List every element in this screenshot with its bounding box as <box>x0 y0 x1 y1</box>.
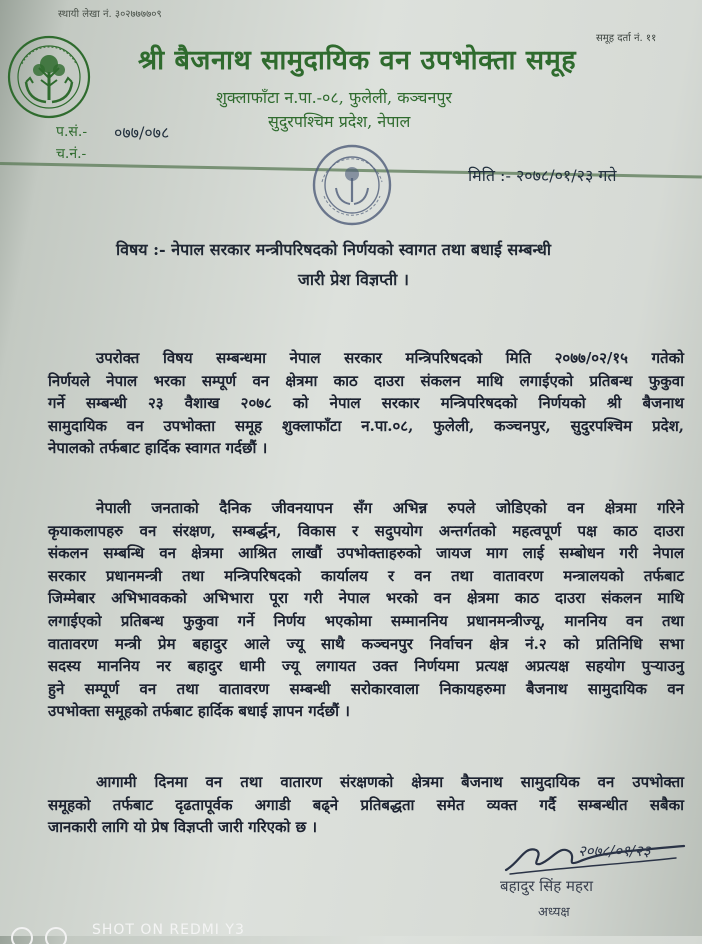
dispatch-label: च.नं.- <box>56 146 87 162</box>
address-line-2: सुदुरपश्चिम प्रदेश, नेपाल <box>268 112 411 131</box>
paragraph-line: हुने सम्पूर्ण वन तथा वातावरण सम्बन्धी सरोकारवाला निकायहरुमा बैजनाथ सामुदायिक वन <box>48 679 684 698</box>
group-registration-number: समूह दर्ता नं. ११ <box>596 33 657 44</box>
signatory-title: अध्यक्ष <box>538 905 570 920</box>
paragraph-line: गर्ने सम्बन्धी २३ वैशाख २०७८ को नेपाल सरकार मन्त्रिपरिषदको निर्णयको श्री बैजनाथ <box>48 394 684 413</box>
signatory-name: बहादुर सिंह महरा <box>500 877 593 895</box>
reference-value: ०७७/०७८ <box>114 123 170 142</box>
tree-in-hands-icon <box>6 34 92 120</box>
paragraph-line: उपरोक्त विषय सम्बन्धमा नेपाल सरकार मन्त्रिपरिषदको मिति २०७७/०२/१५ गतेको <box>96 349 684 367</box>
letter-date: मिति :- २०७८/०१/२३ गते <box>468 166 617 185</box>
paragraph-line: समूहको तर्फबाट दृढतापूर्वक अगाडी बढ्ने प्रतिबद्धता समेत व्यक्त गर्दै सम्बन्धीत सबैका <box>48 795 684 814</box>
paragraph-line: वातावरण मन्त्री प्रेम बहादुर आले ज्यू साथै कञ्चनपुर निर्वाचन क्षेत्र नं.२ को प्रतिनिधि सभा <box>48 634 684 653</box>
paragraph-line: आगामी दिनमा वन तथा वातारण संरक्षणको क्षेत्रमा बैजनाथ सामुदायिक वन उपभोक्ता <box>96 773 684 791</box>
organization-title: श्री बैजनाथ सामुदायिक वन उपभोक्ता समूह <box>138 45 577 76</box>
paragraph-line: निर्णयले नेपाल भरका सम्पूर्ण वन क्षेत्रमा काठ दाउरा संकलन माथि लगाईएको प्रतिबन्ध फुकुवा <box>48 371 684 390</box>
paragraph-line: कृयाकलापहरु वन संरक्षण, सम्बर्द्धन, विकास र सदुपयोग अन्तर्गतको महत्वपूर्ण पक्ष काठ दाउरा <box>48 521 684 540</box>
paragraph-line: जानकारी लागि यो प्रेष विज्ञप्ती जारी गरिएको छ । <box>48 818 318 837</box>
handwritten-signature <box>500 832 690 878</box>
reference-label: प.सं.- <box>56 124 88 140</box>
camera-watermark-icon <box>0 924 80 944</box>
paragraph-line: जिम्मेबार अभिभावकको अभिभारा पूरा गरी नेपाल भरको वन क्षेत्रमा काठ दाउरा संकलन माथि <box>48 589 684 608</box>
signature-date: २०७८/०१/२३ <box>578 842 651 860</box>
paragraph-line: संकलन सम्बन्धि वन क्षेत्रमा आश्रित लाखौं उपभोक्ताहरुको जायज माग लाई सम्बोधन गरी नेपाल <box>48 544 684 563</box>
paragraph-line: लगाईएको प्रतिबन्ध फुकुवा गर्ने निर्णय भएकोमा सम्माननिय प्रधानमन्त्रीज्यू, माननिय वन तथा <box>48 611 684 630</box>
paragraph-line: सरकार प्रधानमन्त्री तथा मन्त्रिपरिषदको कार्यालय र वन तथा वातावरण मन्त्रालयको तर्फबाट <box>48 566 684 585</box>
paragraph-2 <box>48 497 684 723</box>
subject-line-1: विषय :- नेपाल सरकार मन्त्रीपरिषदको निर्णयको स्वागत तथा बधाई सम्बन्धी <box>116 240 551 259</box>
registration-number: स्थायी लेखा नं. ३०२७७७७०९ <box>58 9 162 20</box>
paragraph-line: नेपालको तर्फबाट हार्दिक स्वागत गर्दछौं । <box>48 439 268 458</box>
paragraph-line: सामुदायिक वन उपभोक्ता समूह शुक्लाफाँटा न.पा.०८, फुलेली, कञ्चनपुर, सुदुरपश्चिम प्रदेश, <box>48 416 684 435</box>
paragraph-line: नेपाली जनताको दैनिक जीवनयापन सँग अभिन्न रुपले जोडिएको वन क्षेत्रमा गरिने <box>96 499 684 517</box>
paragraph-1 <box>48 347 684 460</box>
paragraph-line: सदस्य माननिय नर बहादुर धामी ज्यू लगायत उक्त निर्णयमा प्रत्यक्ष अप्रत्यक्ष सहयोग पुऱ्याउनु <box>48 657 684 676</box>
paragraph-line: उपभोक्ता समूहको तर्फबाट हार्दिक बधाई ज्ञापन गर्दछौं । <box>48 702 350 721</box>
round-seal-stamp <box>310 142 394 228</box>
camera-watermark: SHOT ON REDMI Y3 <box>92 922 245 938</box>
paragraph-3 <box>48 771 684 839</box>
address-line-1: शुक्लाफाँटा न.पा.-०८, फुलेली, कञ्चनपुर <box>216 88 452 107</box>
subject-line-2: जारी प्रेश विज्ञप्ती । <box>298 270 409 289</box>
